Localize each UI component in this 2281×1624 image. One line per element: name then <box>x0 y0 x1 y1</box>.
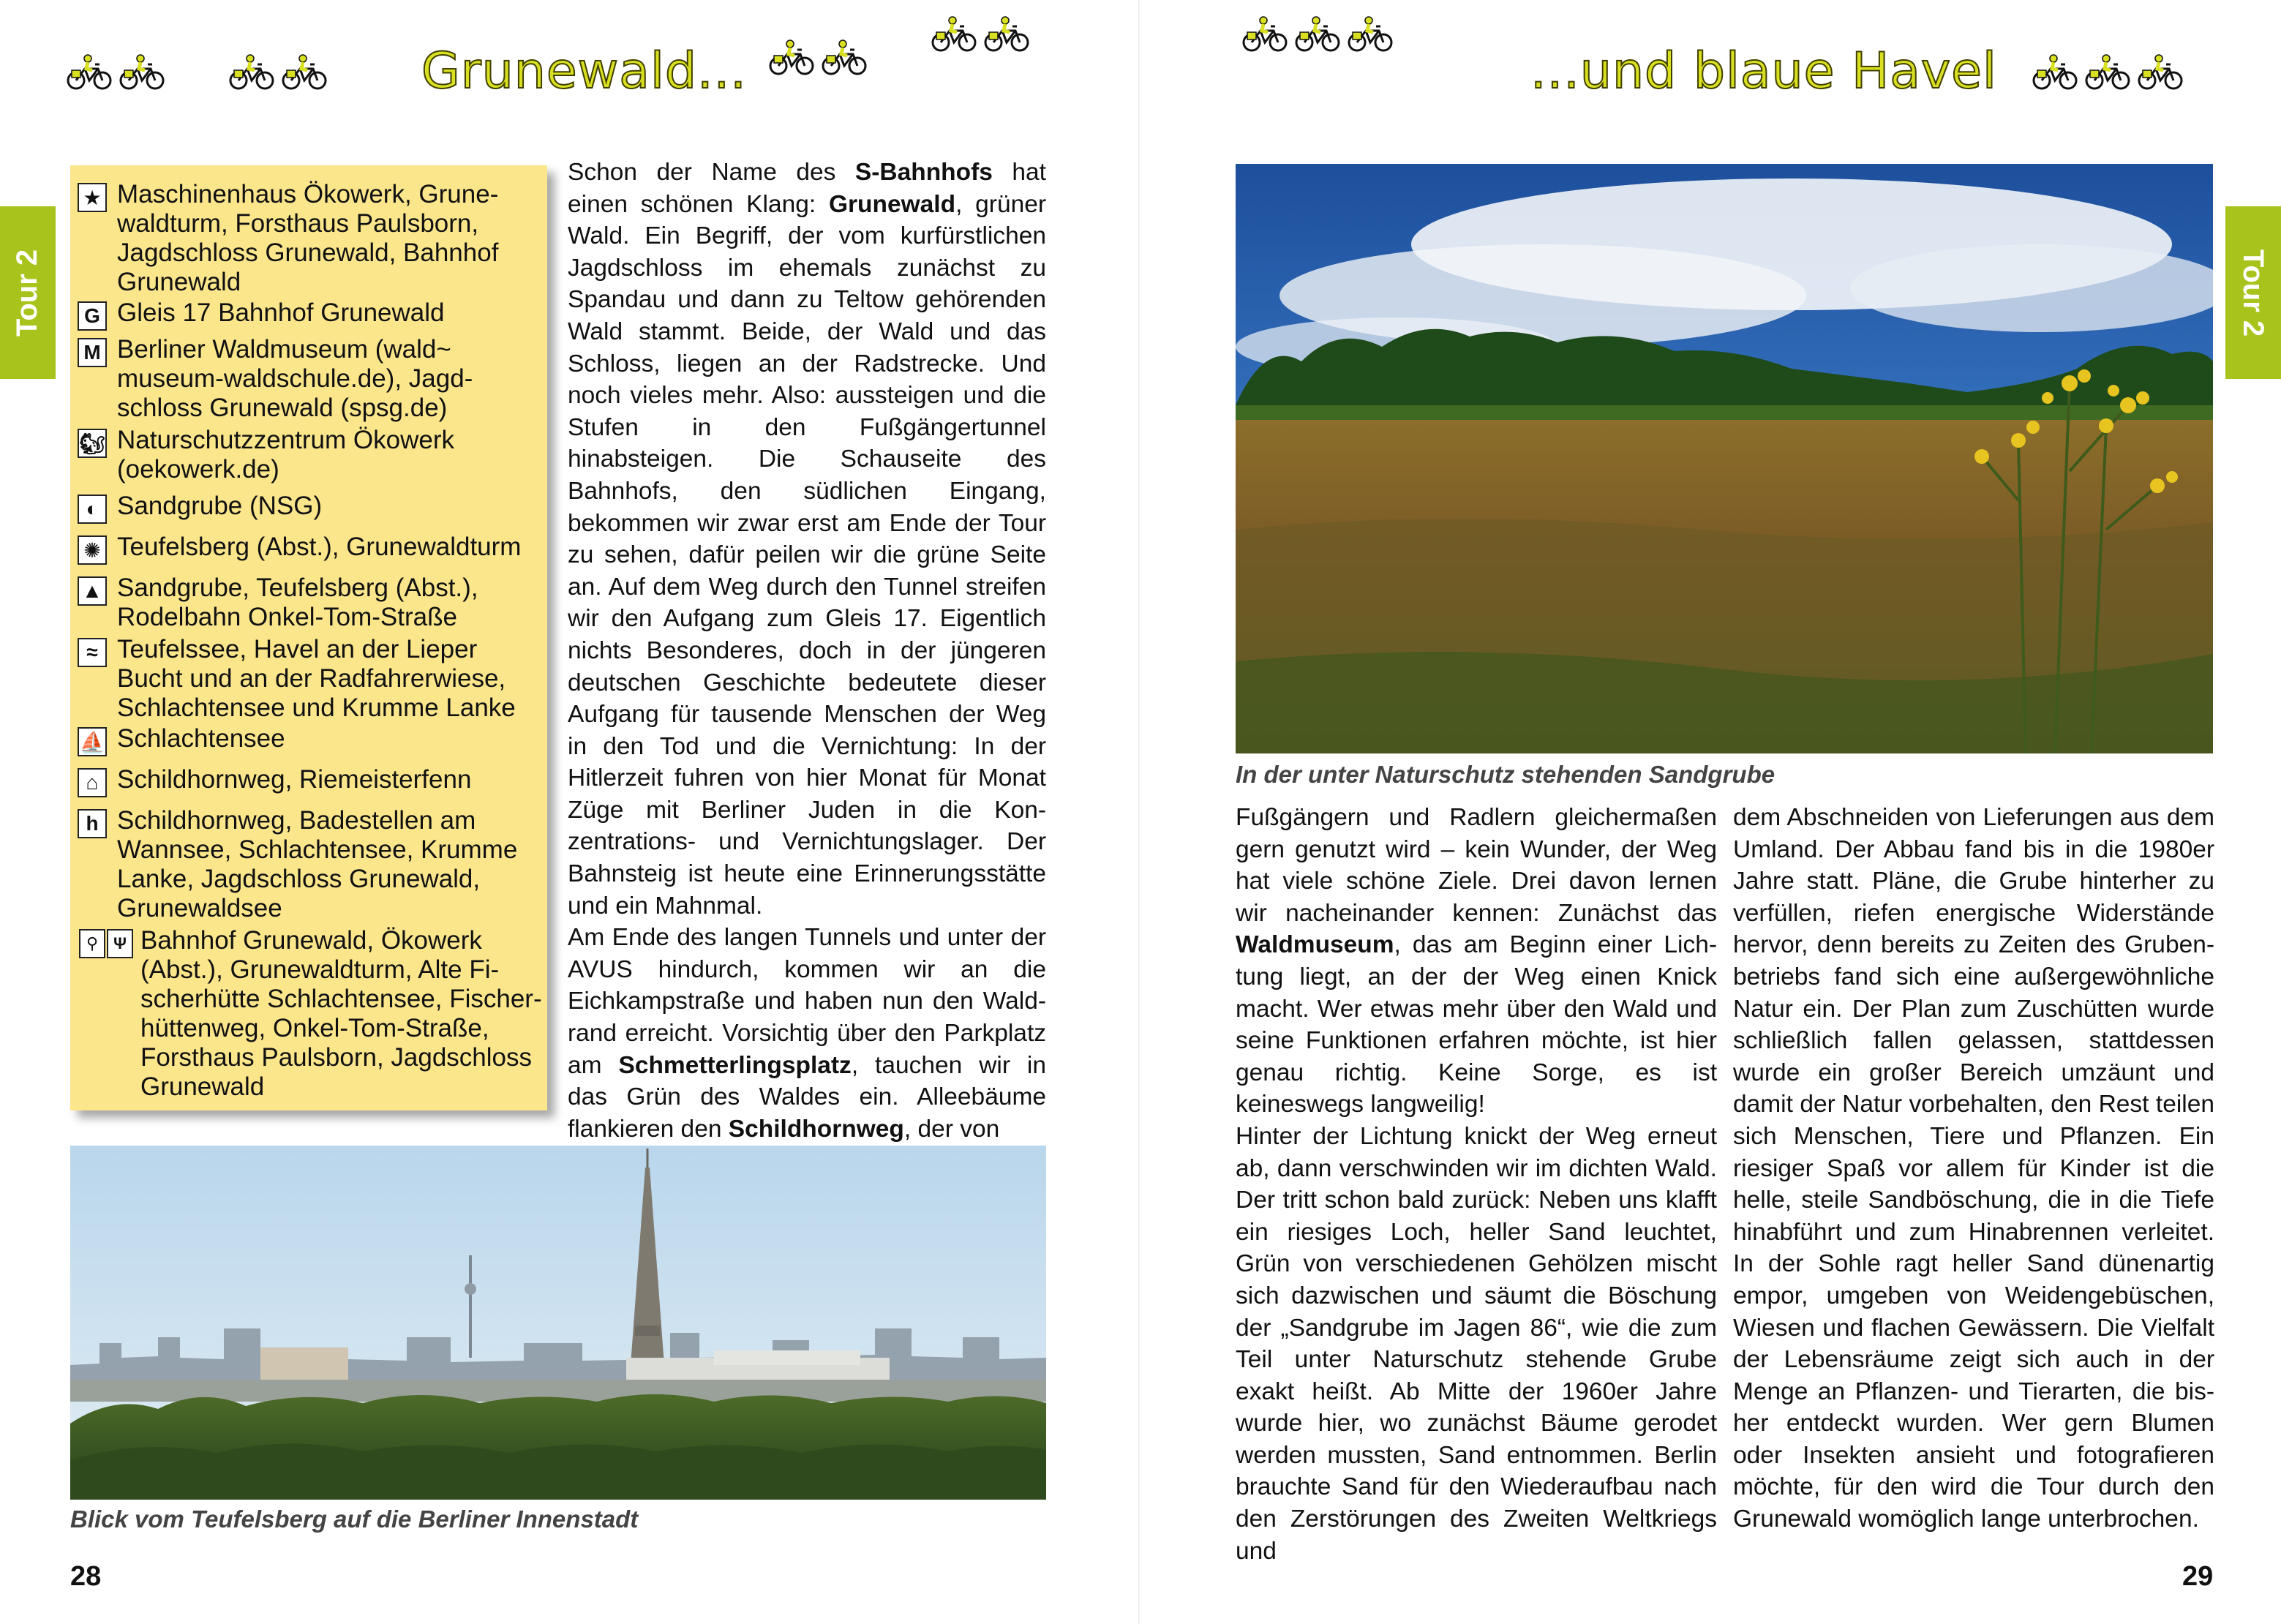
museum-icon: M <box>78 338 107 367</box>
bicycle-icons <box>2032 54 2185 91</box>
tour-tab-label: Tour 2 <box>11 249 44 337</box>
right-page <box>1140 0 2281 1624</box>
legend-text: Schlachtensee <box>117 724 285 753</box>
bold-term: S-Bahnhofs <box>854 159 993 186</box>
bicycle-icon <box>2137 54 2185 91</box>
legend-box <box>70 165 547 1110</box>
photo-caption: In der unter Naturschutz stehenden Sandgrube <box>1236 761 1775 788</box>
bold-term: Waldmuseum <box>1236 931 1394 959</box>
lake-icon: ≈ <box>78 638 107 667</box>
legend-text: Teufelsberg (Abst.), Grunewaldturm <box>117 533 522 561</box>
legend-text: Gleis 17 Bahnhof Grunewald <box>117 298 445 327</box>
text-run: , das am Beginn einer Lichtung liegt, an der der Weg einen Knick macht. Wer etwas mehr über den Wald und seine Funktionen erfahren möchte, ist hier genau richtig. Keine Sorge, es ist keineswegs langweilig! <box>1236 931 1717 1119</box>
swimmer-icon: h <box>78 809 107 838</box>
bicycle-icon <box>228 54 277 91</box>
legend-item <box>78 492 543 524</box>
bold-term: Schmetterlingsplatz <box>618 1051 852 1079</box>
g-icon: G <box>78 301 107 331</box>
tour-tab-label: Tour 2 <box>2237 249 2270 337</box>
legend-item <box>78 335 543 423</box>
text-run: , grüner Wald. Ein Begriff, der vom kurfürstlichen Jagdschloss im ehemals zunächst zu Spandau und dann zu Teltow gehörenden Wald stammt. Beide, der Wald und das Schloss, liegen an der Radstrecke. Und noch vieles mehr. Also: aussteigen und die Stufen in den Fußgängertunnel hinabsteigen. Die Schauseite des Bahnhofs, den südlichen Eingang, bekommen wir zwar erst am Ende der Tour zu sehen, dafür peilen wir die grüne Seite an. Auf dem Weg durch den Tunnel streifen wir den Aufgang zum Gleis 17. Eigentlich nichts Besonderes, doch in der jüngeren deutschen Geschichte bedeutete dieser Aufgang für tausende Menschen der Weg in den Tod und die Vernichtung: In der Hitlerzeit fuhren von hier Monat für Monat Züge mit Berliner Juden in die Konzentrations- und Vernichtungslager. Der Bahnsteig ist heute eine Erinnerungsstätte und ein Mahnmal. <box>568 190 1046 920</box>
page-number: 28 <box>70 1561 102 1592</box>
text-run: , der von <box>903 1115 1000 1143</box>
legend-item <box>78 724 543 756</box>
bicycle-icon <box>1294 16 1342 53</box>
bold-term: Schildhornweg <box>728 1115 904 1143</box>
left-body-text <box>568 157 1046 1145</box>
star-icon: ★ <box>78 183 107 212</box>
viewpoint-icon: ✺ <box>78 535 107 565</box>
text-run: Fußgängern und Radlern gleichermaßen gern genutzt wird – kein Wunder, der Weg hat viele schöne Ziele. Drei davon lernen wir nacheinander kennen: Zunächst das <box>1236 804 1717 927</box>
legend-text: Berliner Waldmuseum (wald~ museum-waldschule.de), Jagdschloss Grunewald (spsg.de) <box>117 335 473 422</box>
bicycle-icon <box>931 16 979 53</box>
right-page-title: ...und blaue Havel <box>1530 42 1997 100</box>
legend-item <box>78 635 543 723</box>
legend-item <box>78 180 543 297</box>
restaurant-icon: ⚲ Ψ <box>78 929 135 958</box>
right-body-text-col1 <box>1236 802 1717 1567</box>
bicycle-icon <box>1347 16 1395 53</box>
squirrel-icon: 🐿 <box>78 429 107 458</box>
text-run: dem Abschneiden von Lieferungen aus dem Umland. Der Abbau fand bis in die 1980er Jahre statt. Pläne, die Grube hinterher zu verfüllen, riefen energische Widerstände hervor, denn bereits zu Zeiten des Grubenbetriebs fand sich eine außergewöhnliche Natur ein. Der Plan zum Zuschütten wurde schließlich fallen gelassen, stattdessen wurde ein großer Bereich umzäunt und damit der Natur vorbehalten, den Rest teilen sich Menschen, Tiere und Pflanzen. Ein riesiger Spaß vor allem für Kinder ist die helle, steile Sandböschung, die in die Tiefe hinabführt und zum Hinabrennen verleitet. In der Sohle ragt heller Sand dünenartig empor, umgeben von Weidengebüschen, Wiesen und flachen Gewässern. Die Vielfalt der Lebensräume zeigt sich auch in der Menge an Pflanzen- und Tierarten, die bisher entdeckt wurden. Wer gern Blumen oder Insekten ansieht und fotografieren möchte, für den wird die Tour durch den Grunewald womöglich lange unterbrochen. <box>1733 804 2214 1533</box>
legend-text: Naturschutzzentrum Ökowerk (oekowerk.de) <box>117 426 454 484</box>
bicycle-icon <box>1241 16 1290 53</box>
text-run: , tauchen wir in das Grün des Waldes ein. Alleebäume flankieren den <box>568 1051 1046 1143</box>
bicycle-icon <box>2032 54 2080 91</box>
photo-sandgrube-meadow <box>1236 164 2213 753</box>
ferry-icon: ⌂ <box>78 768 107 797</box>
page-number: 29 <box>2182 1561 2214 1592</box>
legend-text: Maschinenhaus Ökowerk, Grunewaldturm, Forsthaus Paulsborn, Jagdschloss Grunewald, Bahnhof Grunewald <box>117 180 499 296</box>
bicycle-icon <box>768 40 816 76</box>
legend-item <box>78 426 543 484</box>
text-run: Schon der Name des <box>568 159 855 186</box>
right-body-text-col2 <box>1733 802 2214 1535</box>
legend-text: Schildhornweg, Riemeisterfenn <box>117 765 472 794</box>
legend-item <box>78 298 543 331</box>
legend-text: Teufelssee, Havel an der Lieper Bucht und an der Radfahrerwiese, Schlachtensee und Krumme Lanke <box>117 635 516 722</box>
bicycle-icons <box>66 54 167 91</box>
bicycle-icon <box>821 40 869 76</box>
legend-text: Bahnhof Grunewald, Ökowerk (Abst.), Grunewaldturm, Alte Fischerhütte Schlachtensee, Fischerhüttenweg, Onkel-Tom-Straße, Forsthaus Paulsborn, Jagdschloss Grunewald <box>140 926 542 1101</box>
legend-text: Sandgrube (NSG) <box>117 492 323 520</box>
legend-item <box>78 806 543 923</box>
legend-item <box>78 533 543 565</box>
bicycle-icon <box>983 16 1031 53</box>
mountain-icon: ▲ <box>78 576 107 606</box>
bicycle-icons <box>228 54 329 91</box>
bicycle-icon <box>2084 54 2132 91</box>
legend-item <box>78 926 543 1102</box>
binoculars-icon: ◐ <box>78 495 107 524</box>
boat-icon: ⛵ <box>78 727 107 756</box>
text-run: Am Ende des langen Tunnels und unter der AVUS hindurch, kommen wir an die Eichkampstraße und haben nun den Waldrand erreicht. Vorsichtig über den Parkplatz am <box>568 924 1046 1079</box>
legend-text: Schildhornweg, Badestellen am Wannsee, Schlachtensee, Krumme Lanke, Jagdschloss Grunewald, Grunewaldsee <box>117 806 518 922</box>
bicycle-icon <box>281 54 329 91</box>
bicycle-icon <box>66 54 114 91</box>
tour-side-tab <box>2225 206 2281 379</box>
bicycle-icons <box>1241 16 1395 53</box>
bicycle-icon <box>119 54 167 91</box>
left-page <box>0 0 1140 1624</box>
legend-item <box>78 765 543 797</box>
bold-term: Grunewald <box>828 190 956 218</box>
text-run: hat einen schönen Klang: <box>568 159 1046 218</box>
legend-text: Sandgrube, Teufelsberg (Abst.), Rodelbahn Onkel-Tom-Straße <box>117 574 478 631</box>
legend-item <box>78 574 543 632</box>
tour-side-tab <box>0 206 56 379</box>
left-page-title: Grunewald... <box>421 42 747 100</box>
bicycle-icons <box>768 40 869 76</box>
photo-city-view <box>70 1146 1046 1500</box>
photo-caption: Blick vom Teufelsberg auf die Berliner Innenstadt <box>70 1505 639 1533</box>
text-run: Hinter der Lichtung knickt der Weg erneut ab, dann verschwinden wir im dichten Wald. Der tritt schon bald zurück: Neben uns klafft ein riesiges Loch, heller Sand leuchtet, Grün von verschiedenen Gehölzen mischt sich dazwischen und säumt die Böschung der „Sandgrube im Jagen 86“, wie die zum Teil unter Naturschutz stehende Grube exakt heißt. Ab Mitte der 1960er Jahre wurde hier, wo zunächst Bäume gerodet werden mussten, Sand entnommen. Berlin brauchte Sand für den Wiederaufbau nach den Zerstörungen des Zweiten Weltkriegs und <box>1236 1122 1717 1565</box>
bicycle-icons <box>931 16 1031 53</box>
